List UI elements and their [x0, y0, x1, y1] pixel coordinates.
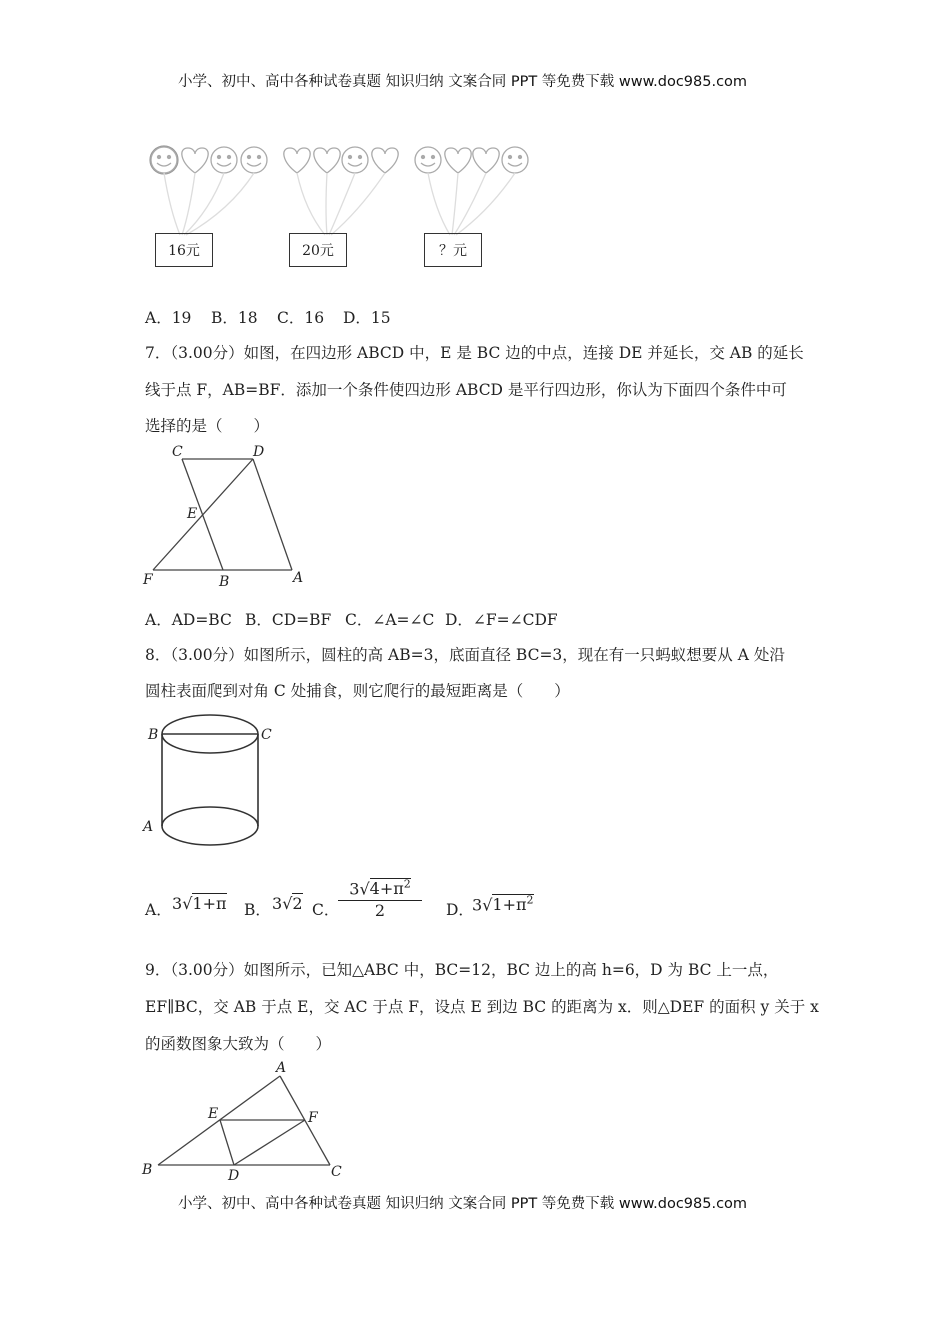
- q7-label-d: D: [253, 444, 265, 460]
- q6-options: [145, 306, 391, 328]
- page-footer: 小学、初中、高中各种试卷真题 知识归纳 文案合同 PPT 等免费下载 www.doc985.com: [178, 1196, 748, 1212]
- q8-label-c: C: [261, 727, 272, 743]
- q9-label-c: C: [331, 1164, 342, 1180]
- q8-option-b-radicand: 2: [292, 894, 303, 913]
- q8-option-d-radicand: 1+π: [492, 895, 527, 915]
- q8-option-a-radicand: 1+π: [192, 894, 227, 913]
- q7-label-a: A: [293, 570, 304, 586]
- q9-triangle-figure: [138, 1058, 358, 1183]
- q8-text-line-2: 圆柱表面爬到对角 C 处捕食，则它爬行的最短距离是（ ）: [145, 682, 570, 700]
- q6-option-c: C．16: [277, 309, 325, 327]
- q9-label-b: B: [142, 1162, 153, 1178]
- q7-label-c: C: [172, 444, 183, 460]
- q8-option-c-radicand: 4+π: [369, 879, 404, 899]
- q7-text-line-3: 选择的是（ ）: [145, 417, 270, 435]
- radical-icon: √: [359, 879, 370, 899]
- q8-label-a: A: [143, 819, 154, 835]
- q8-option-d: [472, 894, 534, 914]
- q8-option-b-coef: 3: [272, 894, 283, 913]
- price-box-2: 20元: [289, 233, 347, 267]
- q7-text-line-1: 7．（3.00分）如图，在四边形 ABCD 中，E 是 BC 边的中点，连接 DE 并延长，交 AB 的延长: [145, 344, 804, 362]
- q9-text-line-1: 9．（3.00分）如图所示，已知△ABC 中，BC=12，BC 边上的高 h=6，D 为 BC 上一点，: [145, 961, 779, 979]
- q8-option-d-label: D．: [446, 901, 474, 919]
- q7-option-c: C．∠A=∠C: [345, 611, 435, 629]
- q8-cylinder-figure: [138, 710, 288, 860]
- q7-option-a: A．AD=BC: [145, 611, 232, 629]
- q8-option-c: [338, 878, 422, 920]
- q7-label-b: B: [219, 574, 230, 590]
- price-box-1: 16元: [155, 233, 213, 267]
- q7-option-b: B．CD=BF: [245, 611, 332, 629]
- q8-label-b: B: [148, 727, 159, 743]
- page-header: 小学、初中、高中各种试卷真题 知识归纳 文案合同 PPT 等免费下载 www.doc985.com: [178, 74, 748, 90]
- q7-option-d: D．∠F=∠CDF: [445, 611, 558, 629]
- radical-icon: √: [182, 894, 193, 913]
- radical-icon: √: [482, 895, 493, 915]
- q7-options: [145, 608, 558, 630]
- balloon-group-1: [150, 146, 178, 174]
- q7-label-f: F: [143, 572, 153, 588]
- q8-text-line-1: 8．（3.00分）如图所示，圆柱的高 AB=3，底面直径 BC=3，现在有一只蚂蚁想要从 A 处沿: [145, 646, 785, 664]
- q8-option-b-label: B．: [244, 901, 271, 919]
- q9-label-d: D: [228, 1168, 240, 1183]
- radical-icon: √: [282, 894, 293, 913]
- price-box-3: ？元: [424, 233, 482, 267]
- q9-label-a: A: [276, 1060, 287, 1076]
- q8-option-a-label: A．: [145, 901, 172, 919]
- q8-option-b: [272, 894, 303, 913]
- q8-option-d-coef: 3: [472, 895, 483, 915]
- q8-option-c-coef: 3: [349, 879, 360, 899]
- q8-option-d-exp: 2: [526, 894, 534, 907]
- q8-option-a-coef: 3: [172, 894, 183, 913]
- q6-option-b: B．18: [211, 309, 258, 327]
- q8-option-c-exp: 2: [403, 878, 411, 891]
- q8-option-a: [172, 894, 227, 913]
- q9-label-f: F: [308, 1110, 318, 1126]
- q7-text-line-2: 线于点 F，AB=BF．添加一个条件使四边形 ABCD 是平行四边形，你认为下面四个条件中可: [145, 381, 787, 399]
- q9-text-line-2: EF∥BC，交 AB 于点 E，交 AC 于点 F，设点 E 到边 BC 的距离为 x．则△DEF 的面积 y 关于 x: [145, 998, 819, 1016]
- q8-option-c-label: C．: [312, 901, 340, 919]
- q8-option-c-denominator: 2: [374, 901, 386, 921]
- q6-option-a: A．19: [145, 309, 192, 327]
- q9-label-e: E: [208, 1106, 219, 1122]
- q7-label-e: E: [187, 506, 198, 522]
- q7-quadrilateral-figure: [135, 436, 315, 591]
- q9-text-line-3: 的函数图象大致为（ ）: [145, 1035, 332, 1053]
- q6-option-d: D．15: [343, 309, 391, 327]
